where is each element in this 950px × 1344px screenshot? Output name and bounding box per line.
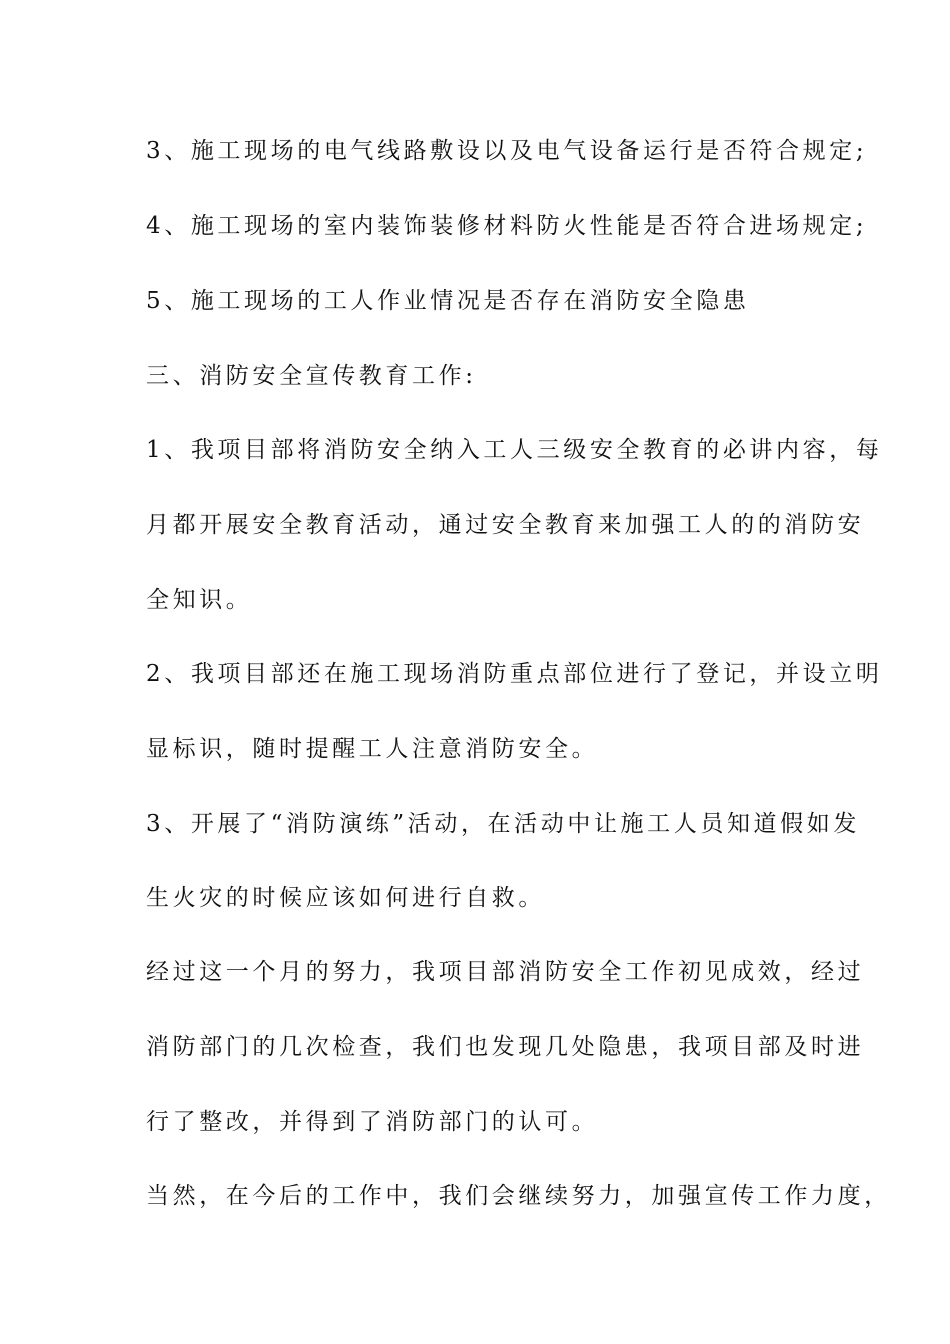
text-line-summary-b: 消防部门的几次检查，我们也发现几处隐患，我项目部及时进 <box>146 1034 865 1060</box>
text-line-education-1c: 全知识。 <box>146 587 253 613</box>
text-line-education-1a: 1、我项目部将消防安全纳入工人三级安全教育的必讲内容，每 <box>146 437 883 463</box>
text-line-electrical-check: 3、施工现场的电气线路敷设以及电气设备运行是否符合规定; <box>146 138 868 164</box>
section-heading-education: 三、消防安全宣传教育工作: <box>146 363 477 389</box>
text-line-summary-c: 行了整改，并得到了消防部门的认可。 <box>146 1109 599 1135</box>
text-line-outlook: 当然，在今后的工作中，我们会继续努力，加强宣传工作力度， <box>146 1183 891 1209</box>
text-line-education-2a: 2、我项目部还在施工现场消防重点部位进行了登记，并设立明 <box>146 661 883 687</box>
text-line-education-3b: 生火灾的时候应该如何进行自救。 <box>146 885 545 911</box>
text-line-summary-a: 经过这一个月的努力，我项目部消防安全工作初见成效，经过 <box>146 959 865 985</box>
text-line-education-1b: 月都开展安全教育活动，通过安全教育来加强工人的的消防安 <box>146 512 865 538</box>
text-line-decoration-material-check: 4、施工现场的室内装饰装修材料防火性能是否符合进场规定; <box>146 213 868 239</box>
text-line-education-3a: 3、开展了“消防演练”活动，在活动中让施工人员知道假如发 <box>146 811 860 837</box>
text-line-education-2b: 显标识，随时提醒工人注意消防安全。 <box>146 736 599 762</box>
text-line-worker-hazard-check: 5、施工现场的工人作业情况是否存在消防安全隐患 <box>146 288 750 314</box>
